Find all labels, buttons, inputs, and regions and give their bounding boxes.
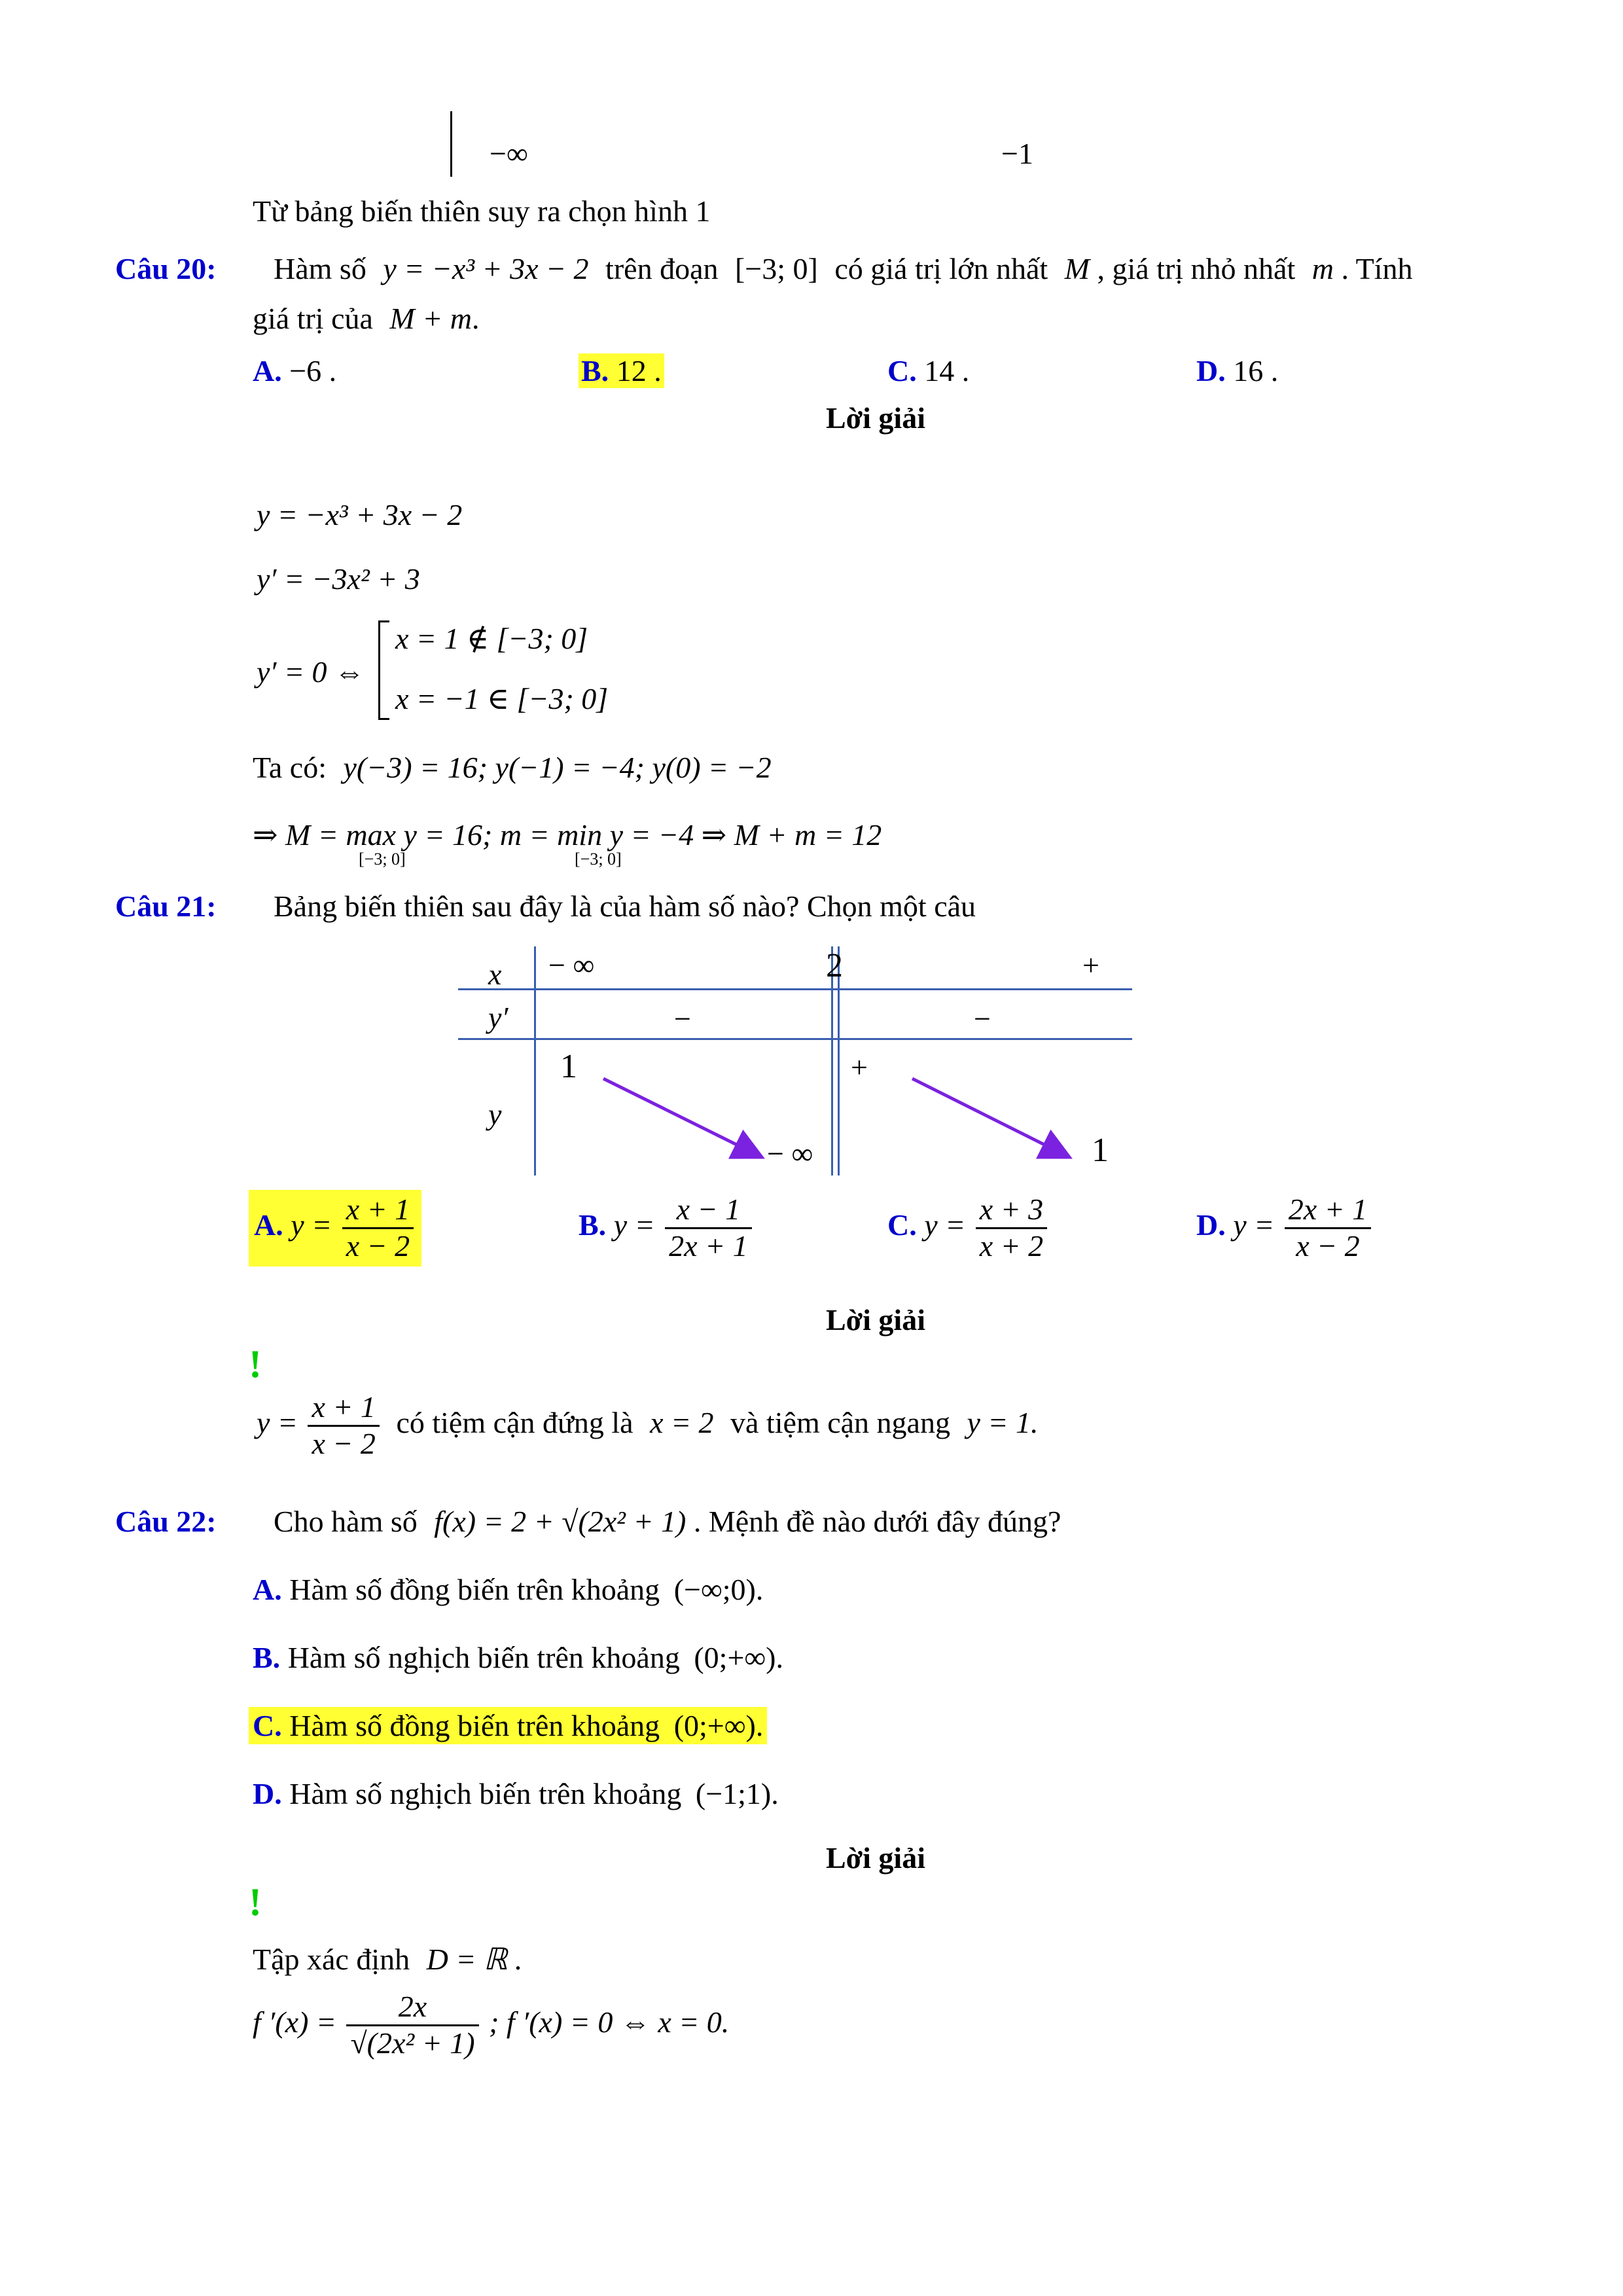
q20-option-b-value: 12 . — [616, 354, 662, 387]
q22-sol-line1 — [253, 1941, 522, 1977]
q21-table-x-right: + — [1082, 948, 1099, 982]
q20-var-M: M — [1064, 252, 1090, 285]
q20-text-a: Hàm số — [274, 252, 366, 285]
q22-option-c-interval: (0;+∞). — [673, 1709, 764, 1742]
q21-option-b[interactable] — [579, 1193, 755, 1264]
q20-option-a-value: −6 . — [289, 354, 337, 387]
q20-line2-text: giá trị của — [253, 302, 373, 335]
q21-option-d[interactable] — [1196, 1193, 1374, 1264]
q20-line2-expr: M + m — [389, 302, 473, 335]
q21-option-a-fraction — [342, 1193, 414, 1264]
q22-option-c[interactable] — [249, 1707, 767, 1744]
q21-table-x-mid: 2 — [826, 947, 843, 984]
q22-sol-line1-text: Tập xác định — [253, 1943, 410, 1976]
q20-var-m: m — [1311, 252, 1334, 285]
q21-option-c-key: C. — [887, 1208, 917, 1242]
q20-option-d-key: D. — [1196, 354, 1226, 387]
q21-option-a-num: x + 1 — [342, 1193, 414, 1229]
q21-option-d-num: 2x + 1 — [1285, 1193, 1371, 1229]
q21-table-y-bot-right: 1 — [1092, 1132, 1109, 1169]
q22-func: f(x) = 2 + √(2x² + 1) — [434, 1505, 687, 1538]
q22-label: Câu 22: — [115, 1505, 217, 1538]
q22-sol-line2-fraction — [346, 1990, 478, 2061]
q22-solution-mark: ! — [249, 1880, 262, 1924]
q21-option-c-fraction — [976, 1193, 1047, 1264]
q21-table-y-top-left: 1 — [560, 1048, 577, 1085]
q21-option-d-fraction — [1285, 1193, 1371, 1264]
q21-table-yp-label: y′ — [488, 1001, 508, 1034]
q20-sol-sub1: [−3; 0] — [359, 850, 406, 869]
q21-table-y-bot-left: − ∞ — [767, 1137, 813, 1170]
top-table-right-value: −1 — [1001, 137, 1033, 170]
q20-text-b: trên đoạn — [605, 252, 719, 285]
q21-sol-fraction — [308, 1390, 379, 1462]
q21-table-x-left: − ∞ — [548, 948, 595, 982]
q22-text-a: Cho hàm số — [274, 1505, 418, 1538]
q20-option-c-key: C. — [887, 354, 917, 387]
q20-sol-sub2: [−3; 0] — [575, 850, 622, 869]
q21-table-y-top-right: + — [851, 1050, 868, 1084]
q21-option-a[interactable] — [249, 1190, 421, 1266]
q22-sol-line2 — [253, 1990, 729, 2061]
q21-label: Câu 21: — [115, 889, 217, 923]
q20-solution-title: Lời giải — [826, 401, 925, 435]
q21-option-a-den: x − 2 — [346, 1229, 410, 1263]
q22-option-c-text: Hàm số đồng biến trên khoảng — [289, 1709, 660, 1742]
q22-option-b-interval: (0;+∞). — [694, 1641, 783, 1674]
q22-solution-title: Lời giải — [826, 1841, 925, 1874]
q21-option-a-key: A. — [254, 1208, 283, 1242]
q21-option-b-pre: y = — [613, 1208, 655, 1242]
q20-sol-line5: ⇒ M = max y = 16; m = min y = −4 ⇒ M + m = 12 — [253, 818, 882, 852]
q20-option-a-key: A. — [253, 354, 282, 387]
q21-solution-title: Lời giải — [826, 1303, 925, 1336]
q20-sol-line2: y′ = −3x² + 3 — [257, 562, 420, 596]
q21-option-b-den: 2x + 1 — [669, 1229, 748, 1263]
q22-sol-line2-pre: f ′(x) = — [253, 2005, 336, 2039]
q20-sol-case2: x = −1 ∈ [−3; 0] — [395, 682, 609, 715]
q21-sol-text-b: và tiệm cận ngang — [730, 1405, 950, 1439]
q21-decrease-arrow-1 — [603, 1079, 759, 1156]
q22-sol-line2-den: √(2x² + 1) — [350, 2026, 475, 2060]
q20-sol-line4-prefix: Ta có: — [253, 751, 327, 784]
q20-text-c: có giá trị lớn nhất — [834, 252, 1048, 285]
q22-option-a-interval: (−∞;0). — [673, 1573, 764, 1606]
q20-option-b-key: B. — [581, 354, 609, 387]
q20-sol-case1: x = 1 ∉ [−3; 0] — [395, 622, 588, 655]
q21-table-y-label: y — [488, 1098, 502, 1131]
q21-sol-x: x = 2 — [650, 1405, 714, 1439]
q22-text-b: . Mệnh đề nào dưới đây đúng? — [693, 1505, 1061, 1538]
intro-line: Từ bảng biến thiên suy ra chọn hình 1 — [253, 194, 711, 228]
q21-sol-text-a: có tiệm cận đứng là — [396, 1405, 633, 1439]
q22-option-c-key: C. — [253, 1709, 282, 1742]
q21-table-x-label: x — [488, 958, 502, 991]
q22-line1 — [274, 1504, 1061, 1539]
q21-sol-pre: y = — [257, 1405, 298, 1439]
q22-option-d-text: Hàm số nghịch biến trên khoảng — [289, 1777, 682, 1810]
q22-sol-line2-post: ; f ′(x) = 0 ⇔ x = 0. — [489, 2005, 730, 2039]
q20-text-d: , giá trị nhỏ nhất — [1097, 252, 1296, 285]
q20-sol-line1: y = −x³ + 3x − 2 — [257, 498, 463, 531]
q21-option-c[interactable] — [887, 1193, 1050, 1264]
q20-label: Câu 20: — [115, 252, 217, 285]
q20-text-e: . Tính — [1341, 252, 1413, 285]
q21-option-b-num: x − 1 — [665, 1193, 751, 1229]
q21-option-d-pre: y = — [1233, 1208, 1275, 1242]
q20-sol-line4-expr: y(−3) = 16; y(−1) = −4; y(0) = −2 — [343, 751, 772, 784]
q22-option-a[interactable] — [253, 1572, 763, 1607]
q22-option-d-interval: (−1;1). — [695, 1777, 779, 1810]
q21-option-d-key: D. — [1196, 1208, 1226, 1242]
q21-solution-line — [257, 1390, 1038, 1462]
q21-table-yp-right: − — [974, 1002, 991, 1035]
q22-sol-line2-num: 2x — [346, 1990, 478, 2026]
q22-option-b[interactable] — [253, 1640, 783, 1675]
q22-option-a-key: A. — [253, 1573, 282, 1606]
q21-option-d-den: x − 2 — [1296, 1229, 1360, 1263]
q20-option-d-value: 16 . — [1233, 354, 1279, 387]
q21-option-c-den: x + 2 — [979, 1229, 1044, 1263]
q21-option-c-pre: y = — [924, 1208, 966, 1242]
q22-option-b-key: B. — [253, 1641, 281, 1674]
q22-sol-line1-expr: D = ℝ . — [426, 1943, 523, 1976]
q21-option-a-pre: y = — [291, 1208, 332, 1242]
q21-sol-den: x − 2 — [312, 1426, 376, 1460]
q21-option-b-fraction — [665, 1193, 751, 1264]
q22-option-b-text: Hàm số nghịch biến trên khoảng — [287, 1641, 680, 1674]
q20-line2-end: . — [472, 302, 480, 335]
q21-table-yp-left: − — [674, 1002, 691, 1035]
top-table-left-value: −∞ — [490, 137, 528, 170]
q21-option-c-num: x + 3 — [976, 1193, 1047, 1229]
q21-solution-mark: ! — [249, 1342, 262, 1386]
q21-sol-num: x + 1 — [308, 1390, 379, 1427]
q22-option-d[interactable] — [253, 1776, 779, 1811]
q21-sol-y: y = 1. — [967, 1405, 1039, 1439]
q20-sol-line3-left: y′ = 0 ⇔ — [257, 655, 365, 689]
q21-decrease-arrow-2 — [912, 1079, 1067, 1156]
q20-interval: [−3; 0] — [734, 252, 818, 285]
q22-option-a-text: Hàm số đồng biến trên khoảng — [289, 1573, 660, 1606]
q21-text: Bảng biến thiên sau đây là của hàm số nào? Chọn một câu — [274, 889, 976, 923]
q20-option-c-value: 14 . — [924, 354, 970, 387]
q21-option-b-key: B. — [579, 1208, 607, 1242]
q22-option-d-key: D. — [253, 1777, 282, 1810]
q20-func: y = −x³ + 3x − 2 — [383, 252, 589, 285]
